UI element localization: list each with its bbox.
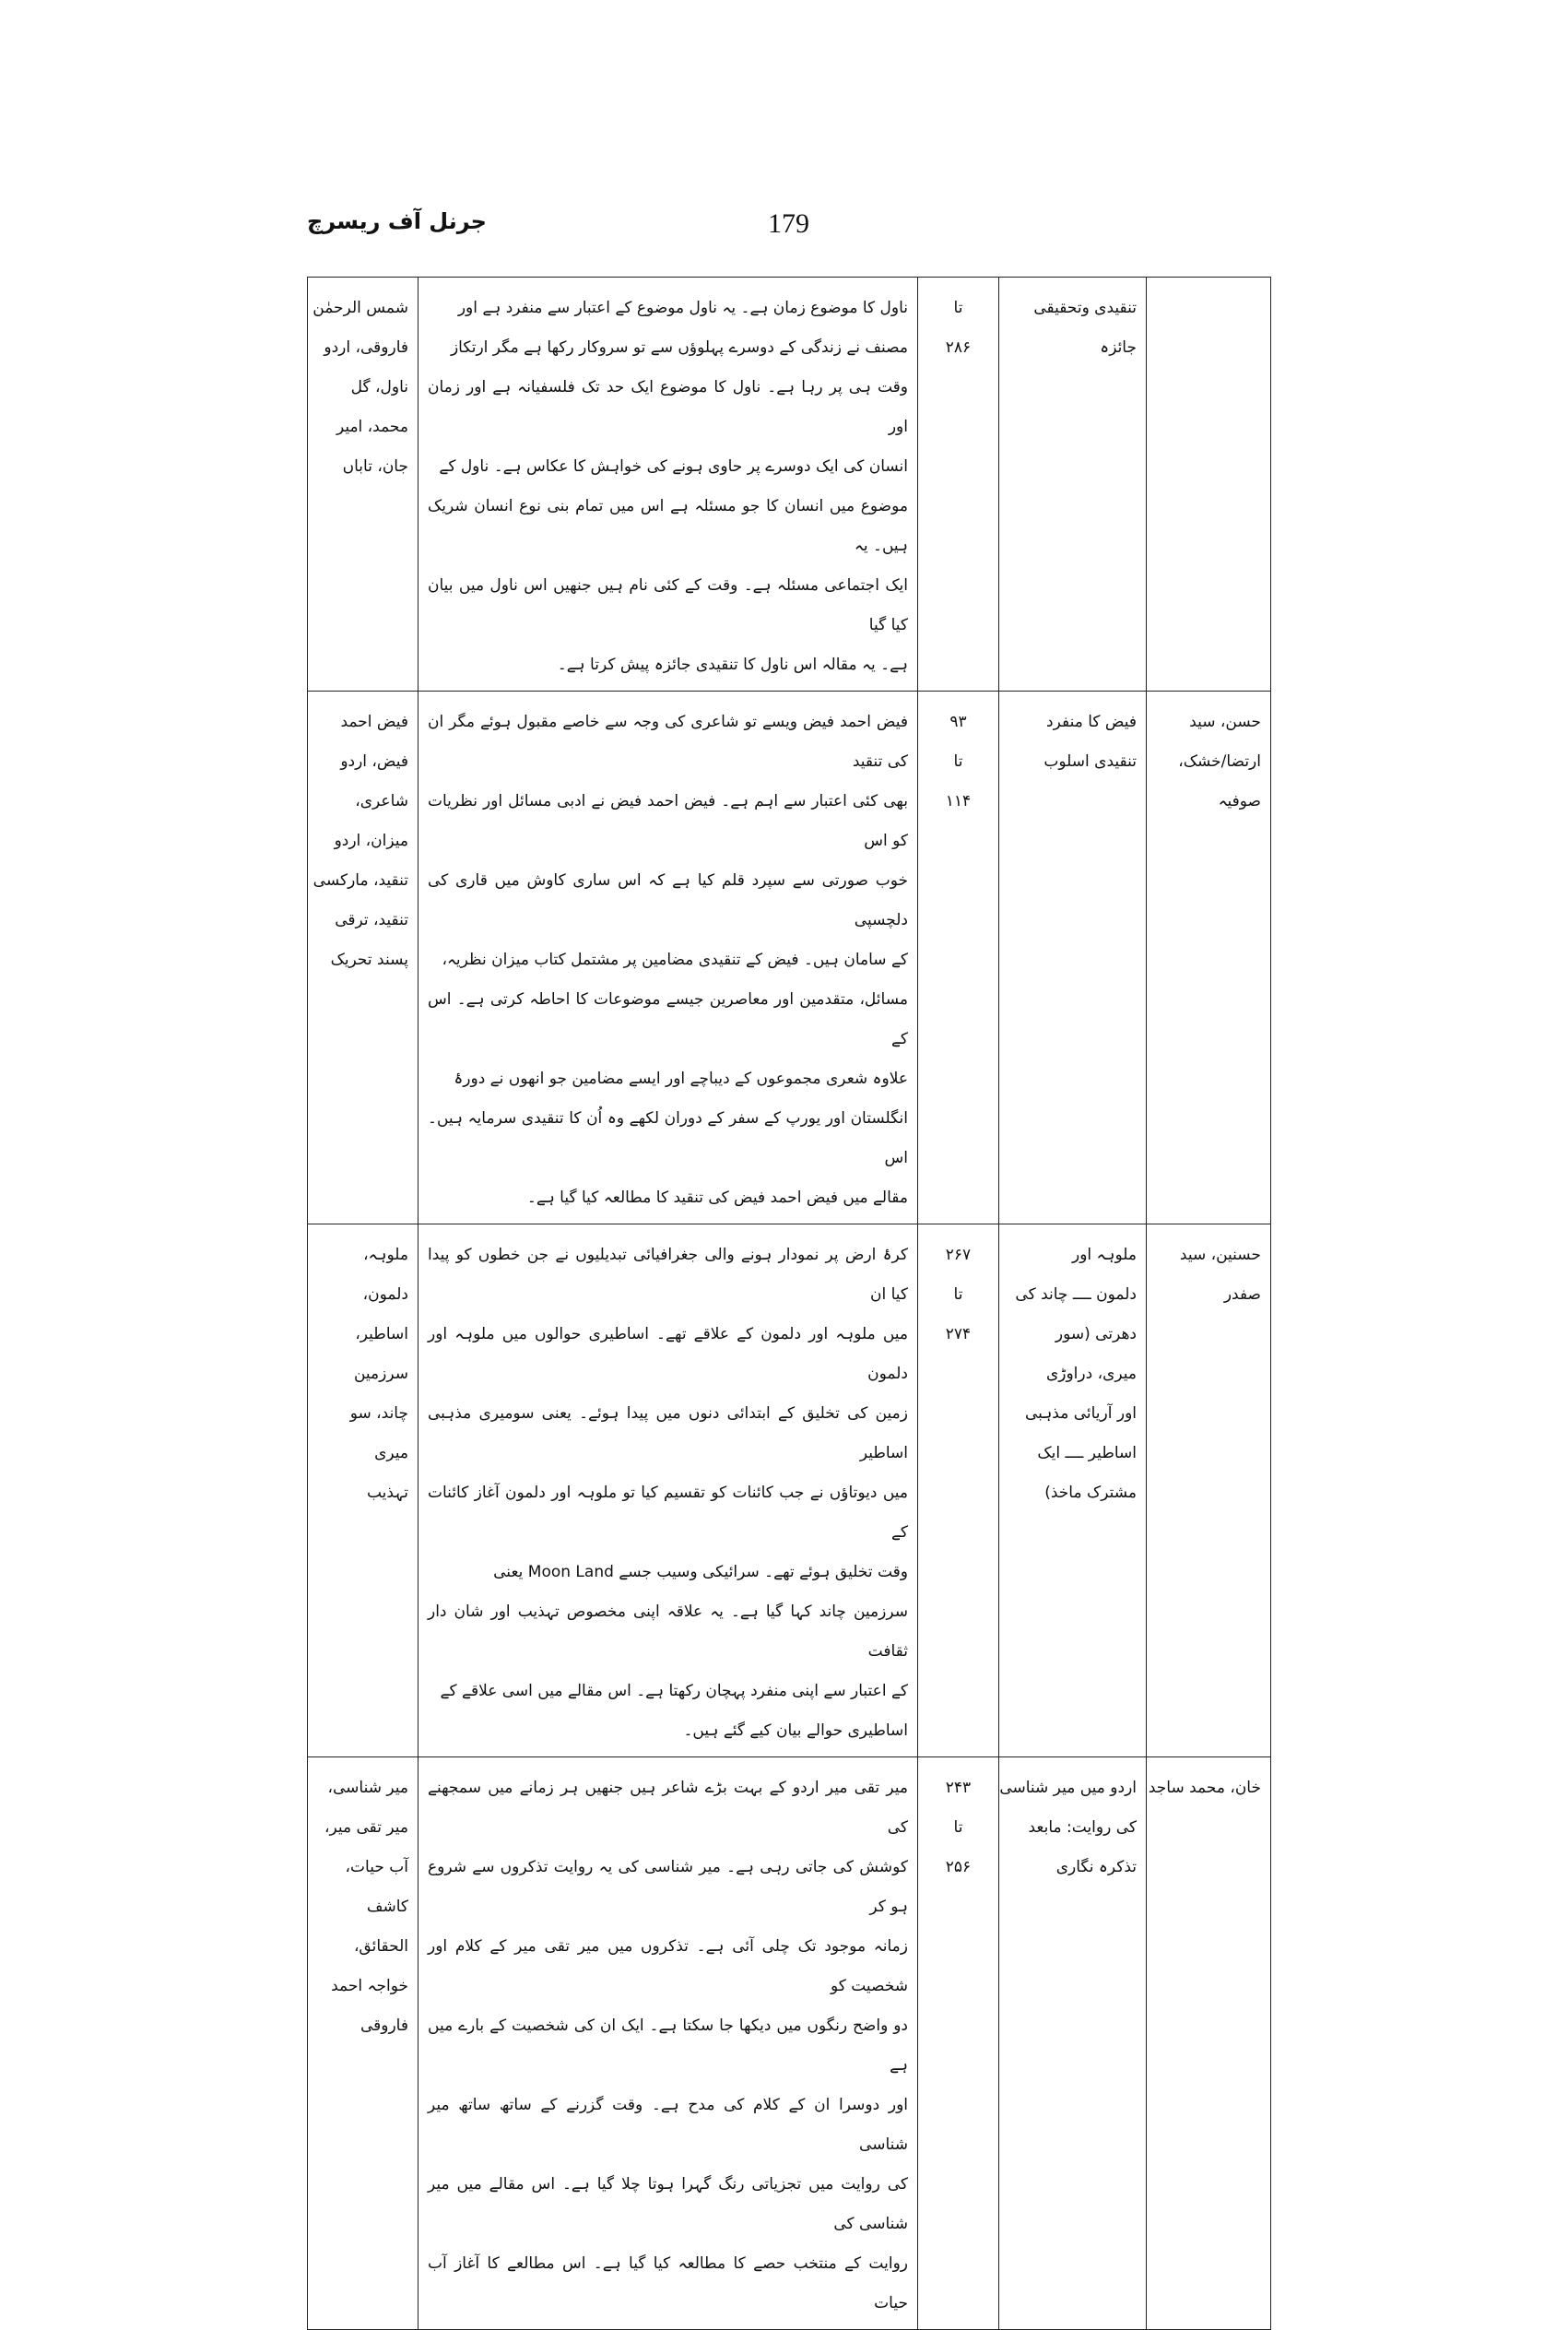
abstract-line: مصنف نے زندگی کے دوسرے پہلوؤں سے تو سروکار رکھا ہے مگر ارتکاز: [450, 338, 908, 357]
pages-line: تا: [953, 752, 963, 771]
keywords-line: فاروقی: [360, 2017, 408, 2035]
abstract-line: موضوع میں انسان کا جو مسئلہ ہے اس میں تمام بنی نوع انسان شریک ہیں۔ یہ: [428, 497, 908, 555]
author-line: ارتضا/خشک،: [1178, 752, 1261, 771]
keywords-line: شمس الرحمٰن: [312, 299, 408, 317]
abstract-line: خوب صورتی سے سپرد قلم کیا ہے کہ اس ساری کاوش میں قاری کی دلچسپی: [428, 871, 908, 929]
pages-line: ۲۵۶: [945, 1858, 972, 1876]
pages-line: ۲۸۶: [945, 338, 972, 357]
abstract-line: ایک اجتماعی مسئلہ ہے۔ وقت کے کئی نام ہیں جنھیں اس ناول میں بیان کیا گیا: [428, 576, 908, 634]
keywords-line: تنقید، مارکسی: [312, 871, 408, 890]
abstract-cell: [419, 1757, 918, 2330]
keywords-line: دلمون،: [362, 1285, 408, 1304]
abstract-line: روایت کے منتخب حصے کا مطالعہ کیا گیا ہے۔ اس مطالعے کا آغاز آب حیات: [428, 2254, 908, 2312]
pages-line: ۱۱۴: [945, 792, 972, 810]
title-line: میری، دراوڑی: [1045, 1365, 1137, 1383]
table-row: [308, 1224, 1271, 1757]
keywords-cell: [308, 1757, 419, 2330]
abstract-cell: [419, 1224, 918, 1757]
pages-cell: [918, 278, 999, 692]
pages-cell: [918, 692, 999, 1224]
abstract-line: زمانہ موجود تک چلی آئی ہے۔ تذکروں میں میر تقی میر کے کلام اور شخصیت کو: [428, 1937, 908, 1995]
abstract-line: ہے۔ یہ مقالہ اس ناول کا تنقیدی جائزہ پیش کرتا ہے۔: [557, 656, 908, 674]
pages-line: ۲۴۳: [945, 1779, 972, 1797]
abstract-line: میں ملوہہ اور دلمون کے علاقے تھے۔ اساطیری حوالوں میں ملوہہ اور دلمون: [428, 1325, 908, 1383]
author-line: صفدر: [1223, 1285, 1261, 1304]
abstract-line: دو واضح رنگوں میں دیکھا جا سکتا ہے۔ ایک ان کی شخصیت کے بارے میں ہے: [428, 2017, 908, 2075]
keywords-line: آب حیات،: [345, 1858, 408, 1876]
abstract-line: میں دیوتاؤں نے جب کائنات کو تقسیم کیا تو ملوہہ اور دلمون آغاز کائنات کے: [428, 1484, 908, 1542]
table-row: [308, 1757, 1271, 2330]
abstract-line: کرۂ ارض پر نمودار ہونے والی جغرافیائی تبدیلیوں نے جن خطوں کو پیدا کیا ان: [428, 1246, 908, 1304]
author-cell: [1147, 692, 1271, 1224]
keywords-line: میری: [374, 1444, 408, 1462]
pages-line: ۲۶۷: [945, 1246, 972, 1264]
pages-line: ۲۷۴: [945, 1325, 972, 1343]
abstract-line: میر تقی میر اردو کے بہت بڑے شاعر ہیں جنھیں ہر زمانے میں سمجھنے کی: [428, 1779, 908, 1837]
title-line: دھرتی (سور: [1055, 1325, 1137, 1343]
keywords-line: تہذیب: [366, 1484, 408, 1502]
table-row: [308, 692, 1271, 1224]
page-number: 179: [768, 208, 809, 239]
keywords-line: میزان، اردو: [334, 832, 408, 850]
title-line: اردو میں میر شناسی: [999, 1779, 1137, 1797]
keywords-line: فیض احمد: [340, 713, 408, 731]
author-cell: [1147, 1757, 1271, 2330]
title-line: تنقیدی اسلوب: [1043, 752, 1137, 771]
title-line: اور آریائی مذہبی: [1025, 1404, 1137, 1423]
pages-line: تا: [953, 299, 963, 317]
keywords-cell: [308, 278, 419, 692]
abstract-line: بھی کئی اعتبار سے اہم ہے۔ فیض احمد فیض نے ادبی مسائل اور نظریات کو اس: [428, 792, 908, 850]
abstract-line: انگلستان اور یورپ کے سفر کے دوران لکھے وہ اُن کا تنقیدی سرمایہ ہیں۔ اس: [428, 1109, 908, 1167]
abstract-line: ناول کا موضوع زمان ہے۔ یہ ناول موضوع کے اعتبار سے منفرد ہے اور: [457, 299, 908, 317]
pages-cell: [918, 1757, 999, 2330]
title-line: اساطیر ــــ ایک: [1037, 1444, 1137, 1462]
abstract-line: مسائل، متقدمین اور معاصرین جیسے موضوعات کا احاطہ کرتی ہے۔ اس کے: [428, 990, 908, 1048]
author-line: صوفیہ: [1218, 792, 1261, 810]
keywords-line: تنقید، ترقی: [335, 911, 408, 929]
title-cell: [999, 278, 1147, 692]
abstract-line: وقت ہی پر رہا ہے۔ ناول کا موضوع ایک حد تک فلسفیانہ ہے اور زمان اور: [428, 378, 908, 436]
abstract-line: وقت تخلیق ہوئے تھے۔ سرائیکی وسیب جسے Moon Land یعنی: [493, 1563, 908, 1581]
abstract-line: سرزمین چاند کہا گیا ہے۔ یہ علاقہ اپنی مخصوص تہذیب اور شان دار ثقافت: [428, 1603, 908, 1661]
author-cell: [1147, 1224, 1271, 1757]
abstract-line: اساطیری حوالے بیان کیے گئے ہیں۔: [683, 1721, 908, 1740]
title-line: تذکرہ نگاری: [1055, 1858, 1137, 1876]
title-line: کی روایت: مابعد: [1028, 1818, 1137, 1837]
pages-line: ۹۳: [949, 713, 967, 731]
title-line: جائزہ: [1100, 338, 1137, 357]
author-line: حسن، سید: [1189, 713, 1261, 731]
abstract-line: اور دوسرا ان کے کلام کی مدح ہے۔ وقت گزرنے کے ساتھ ساتھ میر شناسی: [428, 2096, 908, 2154]
table-row: [308, 278, 1271, 692]
author-line: حسنین، سید: [1179, 1246, 1261, 1264]
keywords-cell: [308, 692, 419, 1224]
pages-cell: [918, 1224, 999, 1757]
abstract-cell: [419, 278, 918, 692]
title-line: مشترک ماخذ): [1044, 1484, 1137, 1502]
pages-line: تا: [953, 1285, 963, 1304]
title-line: فیض کا منفرد: [1046, 713, 1137, 731]
keywords-line: جان، تاباں: [342, 457, 408, 476]
title-cell: [999, 692, 1147, 1224]
table-body: [308, 278, 1271, 2330]
bibliography-table: [307, 277, 1271, 2330]
title-cell: [999, 1224, 1147, 1757]
abstract-line: کی روایت میں تجزیاتی رنگ گہرا ہوتا چلا گیا ہے۔ اس مقالے میں میر شناسی کی: [428, 2175, 908, 2233]
abstract-line: زمین کی تخلیق کے ابتدائی دنوں میں پیدا ہوئے۔ یعنی سومیری مذہبی اساطیر: [428, 1404, 908, 1462]
title-cell: [999, 1757, 1147, 2330]
keywords-line: خواجہ احمد: [331, 1977, 408, 1995]
title-line: دلمون ــــ چاند کی: [1015, 1285, 1137, 1304]
pages-line: تا: [953, 1818, 963, 1837]
keywords-line: کاشف: [366, 1898, 408, 1916]
keywords-line: فیض، اردو: [340, 752, 408, 771]
title-line: ملوہہ اور: [1072, 1246, 1137, 1264]
author-cell: [1147, 278, 1271, 692]
abstract-line: کے سامان ہیں۔ فیض کے تنقیدی مضامین پر مشتمل کتاب میزان نظریہ،: [442, 951, 908, 969]
keywords-line: چاند، سو: [349, 1404, 408, 1423]
keywords-line: فاروقی، اردو: [324, 338, 408, 357]
keywords-line: میر شناسی،: [327, 1779, 408, 1797]
abstract-line: علاوہ شعری مجموعوں کے دیباچے اور ایسے مضامین جو انھوں نے دورۂ: [454, 1070, 908, 1088]
keywords-line: پسند تحریک: [330, 951, 408, 969]
author-line: خان، محمد ساجد: [1148, 1779, 1261, 1797]
abstract-line: انسان کی ایک دوسرے پر حاوی ہونے کی خواہش کا عکاس ہے۔ ناول کے: [439, 457, 908, 476]
abstract-line: مقالے میں فیض احمد فیض کی تنقید کا مطالعہ کیا گیا ہے۔: [526, 1189, 908, 1207]
abstract-cell: [419, 692, 918, 1224]
abstract-line: کوشش کی جاتی رہی ہے۔ میر شناسی کی یہ روایت تذکروں سے شروع ہو کر: [428, 1858, 908, 1916]
keywords-line: سرزمین: [353, 1365, 408, 1383]
keywords-line: ملوہہ،: [363, 1246, 408, 1264]
keywords-cell: [308, 1224, 419, 1757]
abstract-line: کے اعتبار سے اپنی منفرد پہچان رکھتا ہے۔ اس مقالے میں اسی علاقے کے: [440, 1682, 908, 1700]
keywords-line: محمد، امیر: [336, 418, 408, 436]
keywords-line: شاعری،: [355, 792, 408, 810]
abstract-line: فیض احمد فیض ویسے تو شاعری کی وجہ سے خاصے مقبول ہوئے مگر ان کی تنقید: [428, 713, 908, 771]
keywords-line: ناول، گل: [350, 378, 408, 396]
journal-title: جرنل آف ریسرچ: [307, 208, 487, 234]
keywords-line: اساطیر،: [355, 1325, 408, 1343]
keywords-line: الحقائق،: [353, 1937, 408, 1956]
page-header: [307, 208, 1270, 254]
title-line: تنقیدی وتحقیقی: [1033, 299, 1137, 317]
keywords-line: میر تقی میر،: [324, 1818, 408, 1837]
